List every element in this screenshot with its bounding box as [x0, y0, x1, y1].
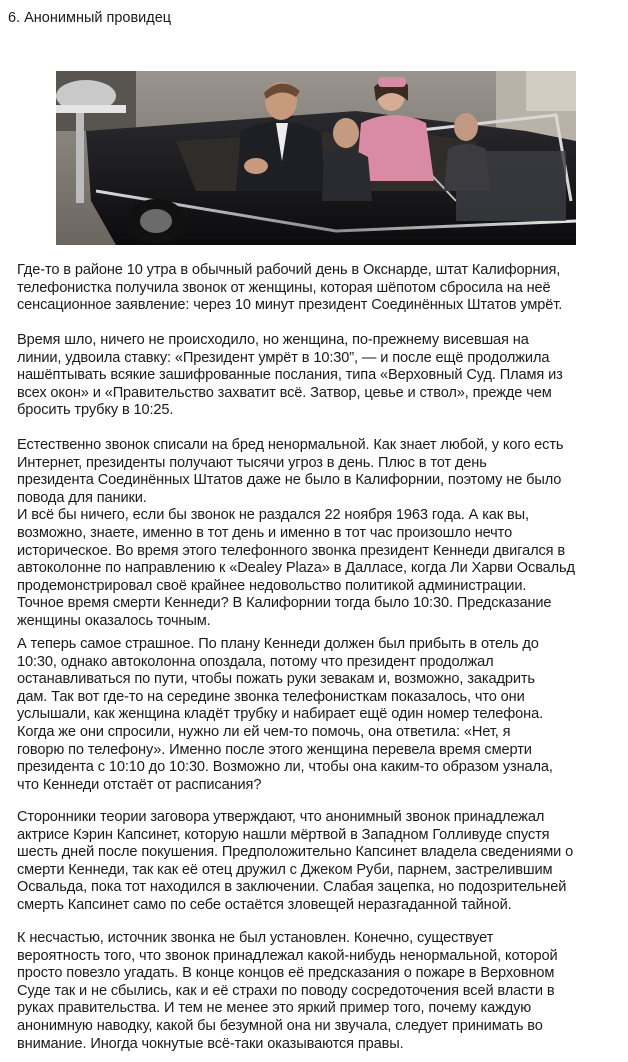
paragraph-line: Время шло, ничего не происходило, но женщина, по-прежнему висевшая на — [17, 332, 529, 348]
paragraph-line: останавливаться по пути, чтобы пожать руки зевакам и, возможно, закадрить — [17, 671, 535, 688]
paragraph-line: Суде так и не сбылись, как и её страхи по поводу сосредоточения всей власти в — [17, 982, 555, 999]
paragraph-line: анонимную наводку, какой бы безумной она ни звучала, следует принимать во — [17, 1017, 543, 1034]
paragraph-6 — [17, 930, 617, 1053]
paragraph-line: актрисе Кэрин Капсинет, которую нашли мёртвой в Западном Голливуде спустя — [17, 826, 550, 843]
paragraph-line: бросить трубку в 10:25. — [17, 402, 174, 419]
paragraph-line: историческое. Во время этого телефонного звонка президент Кеннеди двигался в — [17, 542, 566, 559]
paragraph-line: смерть Капсинет само по себе остаётся зловещей неразгаданной тайной. — [17, 896, 512, 913]
paragraph-line: просто повезло угадать. В конце концов её предсказания о пожаре в Верховном — [17, 965, 555, 982]
paragraph-line: президента Соединённых Штатов даже не было в Калифорнии, поэтому не было — [17, 472, 562, 489]
paragraph-line: Точное время смерти Кеннеди? В Калифорнии тогда было 10:30. Предсказание — [17, 595, 552, 612]
paragraph-4 — [17, 636, 617, 794]
paragraph-3 — [17, 437, 617, 631]
motorcade-photo — [56, 71, 576, 245]
paragraph-line: телефонистка получила звонок от женщины, которая шёпотом сбросила на неё — [17, 279, 551, 296]
paragraph-line: Когда же они спросили, нужно ли ей чем-то помочь, она ответила: «Нет, я — [17, 723, 511, 740]
paragraph-line: К несчастью, источник звонка не был установлен. Конечно, существует — [17, 930, 494, 946]
paragraph-line: возможно, знаете, именно в тот день и именно в тот час произошло нечто — [17, 524, 513, 541]
paragraph-1 — [17, 262, 617, 315]
paragraph-line: Интернет, президенты получают тысячи угроз в день. Плюс в тот день — [17, 454, 487, 471]
paragraph-line: вероятность того, что звонок принадлежал какой-нибудь ненормальной, которой — [17, 947, 558, 964]
paragraph-line: нашёптывать всякие зашифрованные послания, типа «Верховный Суд. Пламя из — [17, 367, 563, 384]
paragraph-line: руках правительства. И тем не менее это яркий пример того, почему каждую — [17, 1000, 532, 1017]
paragraph-line: дам. Так вот где-то на середине звонка телефонисткам показалось, что они — [17, 688, 525, 705]
paragraph-line: услышали, как женщина кладёт трубку и набирает ещё один номер телефона. — [17, 706, 544, 723]
paragraph-line: смерти Кеннеди, так как её отец дружил с Джеком Руби, парнем, застрелившим — [17, 861, 553, 878]
paragraph-line: говорю по телефону». Именно после этого женщина перевела время смерти — [17, 741, 532, 758]
paragraph-line: 10:30, однако автоколонна опоздала, потому что президент продолжал — [17, 653, 494, 670]
article-heading: 6. Анонимный провидец — [8, 10, 172, 26]
paragraph-line: сенсационное заявление: через 10 минут президент Соединённых Штатов умрёт. — [17, 297, 563, 314]
paragraph-line: А теперь самое страшное. По плану Кеннеди должен был прибыть в отель до — [17, 636, 539, 652]
paragraph-line: Сторонники теории заговора утверждают, что анонимный звонок принадлежал — [17, 809, 545, 825]
paragraph-line: президента с 10:10 до 10:30. Возможно ли, чтобы она каким-то образом узнала, — [17, 759, 553, 776]
motorcade-photo-illustration — [56, 71, 576, 245]
paragraph-line: автоколонне по направлению к «Dealey Plaza» в Далласе, когда Ли Харви Освальд — [17, 560, 575, 577]
paragraph-line: шесть дней после покушения. Предположительно Капсинет владела сведениями о — [17, 844, 574, 861]
paragraph-line: линии, удвоила ставку: «Президент умрёт в 10:30”, — и после ещё продолжила — [17, 349, 550, 366]
paragraph-line: Естественно звонок списали на бред ненормальной. Как знает любой, у кого есть — [17, 437, 564, 453]
paragraph-5 — [17, 809, 617, 915]
paragraph-line: повода для паники. — [17, 489, 147, 506]
paragraph-line: женщины оказалось точным. — [17, 612, 211, 629]
paragraph-2 — [17, 332, 617, 420]
paragraph-line: всех окон» и «Правительство захватит всё. Затвор, цевье и ствол», прежде чем — [17, 384, 552, 401]
paragraph-line: что Кеннеди отстаёт от расписания? — [17, 776, 262, 793]
paragraph-line: И всё бы ничего, если бы звонок не раздался 22 ноября 1963 года. А как вы, — [17, 507, 529, 524]
paragraph-line: продемонстрировал своё крайнее недовольство политикой администрации. — [17, 577, 527, 594]
paragraph-line: внимание. Иногда чокнутые всё-таки оказываются правы. — [17, 1035, 404, 1052]
paragraph-line: Где-то в районе 10 утра в обычный рабочий день в Окснарде, штат Калифорния, — [17, 262, 561, 278]
paragraph-line: Освальда, пока тот находился в заключении. Слабая зацепка, но подозрительней — [17, 879, 567, 896]
